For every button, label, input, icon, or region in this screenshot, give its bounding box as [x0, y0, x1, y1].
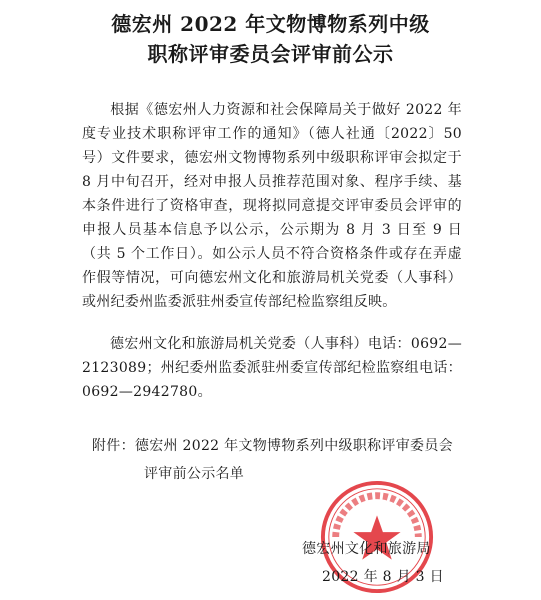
- attachment-line-1: 德宏州 2022 年文物博物系列中级职称评审委员会: [134, 438, 453, 454]
- signature-organization: 德宏州文化和旅游局: [302, 541, 431, 557]
- attachment-label: 附件：: [92, 438, 135, 454]
- body-paragraph-1: [82, 98, 462, 314]
- title-line-2: 职称评审委员会评审前公示: [147, 42, 394, 66]
- paragraph-1-text: 根据《德宏州人力资源和社会保障局关于做好 2022 年度专业技术职称评审工作的通知》（德人社通〔2022〕50 号）文件要求，德宏州文物博物系列中级职称评审会拟定于 8 月中旬召开，经对申报人员推荐范围对象、程序手续、基本条件进行了资格审查，现将拟同意提交评审委员会评审的申报人员基本信息予以公示，公示期为 8 月 3 日至 9 日（共 5 个工作日）。如公示人员不符合资格条件或存在弄虚作假等情况，可向德宏州文化和旅游局机关党委（人事科）或州纪委州监委派驻州委宣传部纪检监察组反映。: [82, 102, 462, 310]
- body-paragraph-2: [82, 332, 462, 404]
- paragraph-2-text: 德宏州文化和旅游局机关党委（人事科）电话：0692—2123089；州纪委州监委派驻州委宣传部纪检监察组电话：0692—2942780。: [82, 336, 462, 400]
- attachment-line-2: 评审前公示名单: [144, 466, 245, 482]
- title-line-1: 德宏州 2022 年文物博物系列中级: [111, 12, 430, 36]
- signature-date: 2022 年 8 月 3 日: [322, 569, 444, 585]
